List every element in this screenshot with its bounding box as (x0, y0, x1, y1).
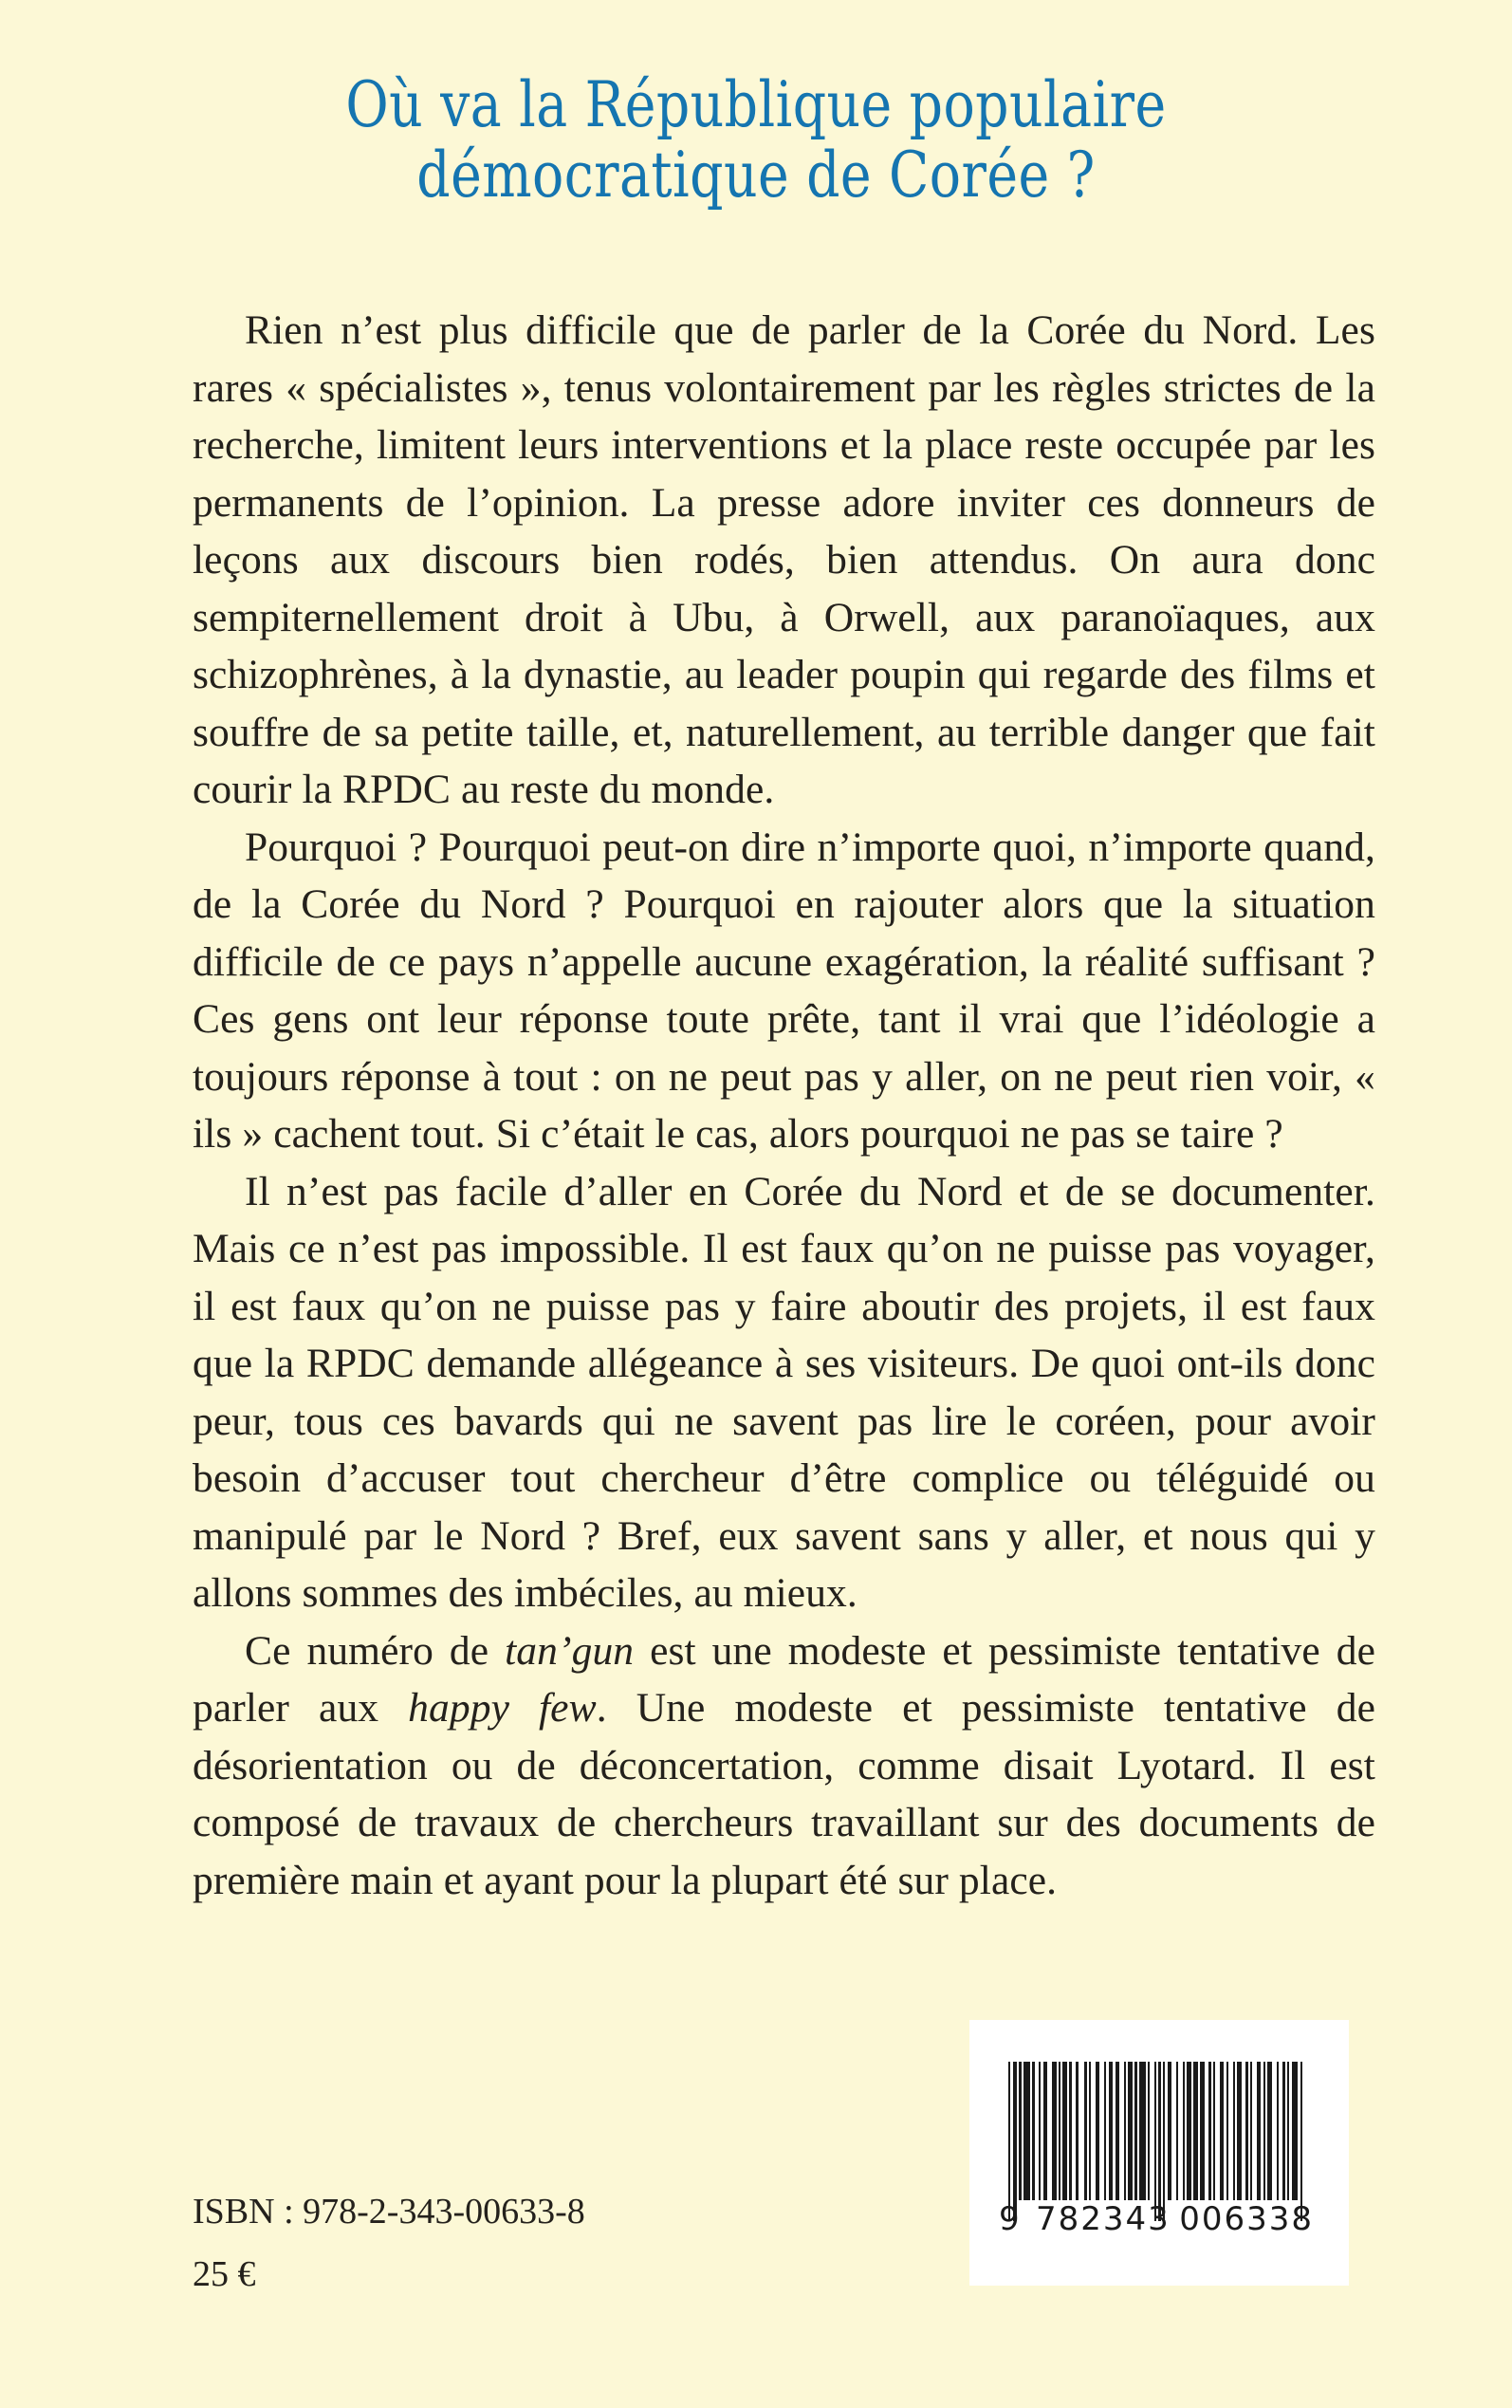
title-line-2: démocratique de Corée ? (416, 138, 1096, 212)
price-text: 25 € (193, 2254, 256, 2294)
colophon (193, 2180, 585, 2306)
barcode-space (1302, 2062, 1304, 2221)
barcode-space (1079, 2062, 1085, 2200)
back-cover-blurb (193, 302, 1375, 1909)
barcode-panel (969, 2020, 1349, 2286)
blurb-paragraph-3: Il n’est pas facile d’aller en Corée du Nord et de se documenter. Mais ce n’est pas impossible. Il est faux qu’on ne puisse pas voyager, il est faux qu’on ne puisse pas y faire aboutir des projets, il est faux que la RPDC demande allégeance à ses visiteurs. De quoi ont-ils donc peur, tous ces bavards qui ne savent pas lire le coréen, pour avoir besoin d’accuser tout chercheur d’être complice ou téléguidé ou manipulé par le Nord ? Bref, eux savent sans y aller, et nous qui y allons sommes des imbéciles, au mieux. (193, 1168, 1375, 1616)
blurb-paragraph-1: Rien n’est plus difficile que de parler de la Corée du Nord. Les rares « spécialistes », tenus volontairement par les règles strictes de la recherche, limitent leurs interventions et la place reste occupée par les permanents de l’opinion. La presse adore inviter ces donneurs de leçons aux discours bien rodés, bien attendus. On aura donc sempiternellement droit à Ubu, à Orwell, aux paranoïaques, aux schizophrènes, à la dynastie, au leader poupin qui regarde des films et souffre de sa petite taille, et, naturellement, au terrible danger que fait courir la RPDC au reste du monde. (193, 307, 1375, 812)
blurb-p4-text-2: est une modeste et pessimiste tentative de parler aux (193, 1627, 1375, 1731)
blurb-p4-text-3: . Une modeste et pessimiste tentative de désorientation ou de déconcertation, comme disait Lyotard. Il est composé de travaux de chercheurs travaillant sur des documents de première main et ayant pour la plupart été sur place. (193, 1685, 1375, 1903)
barcode-bar (1139, 2062, 1146, 2200)
blurb-p4-text-1: Ce numéro de (245, 1627, 506, 1674)
blurb-paragraph-2: Pourquoi ? Pourquoi peut-on dire n’importe quoi, n’importe quand, de la Corée du Nord ? Pourquoi en rajouter alors que la situation difficile de ce pays n’appelle aucune exagération, la réalité suffisant ? Ces gens ont leur réponse toute prête, tant il vrai que l’idéologie a toujours réponse à tout : on ne peut pas y aller, on ne peut rien voir, « ils » cachent tout. Si c’était le cas, alors pourquoi ne pas se taire ? (193, 824, 1375, 1157)
cover-title (0, 70, 1512, 211)
barcode-bars (1008, 2062, 1310, 2200)
journal-name-tangun: tan’gun (505, 1627, 635, 1674)
barcode-bar (1292, 2062, 1299, 2200)
barcode-digit-group-mid: 782343 (1036, 2200, 1171, 2238)
barcode (999, 2062, 1314, 2238)
title-line-1: Où va la République populaire (345, 68, 1167, 141)
barcode-digit-group-right: 006338 (1179, 2200, 1314, 2238)
phrase-happy-few: happy few (408, 1685, 597, 1731)
barcode-bar (1023, 2062, 1030, 2200)
barcode-digit-group-left: 9 (999, 2200, 1022, 2238)
isbn-text: ISBN : 978-2-343-00633-8 (193, 2192, 585, 2232)
barcode-digits (999, 2200, 1314, 2238)
blurb-paragraph-4 (193, 1622, 1375, 1910)
